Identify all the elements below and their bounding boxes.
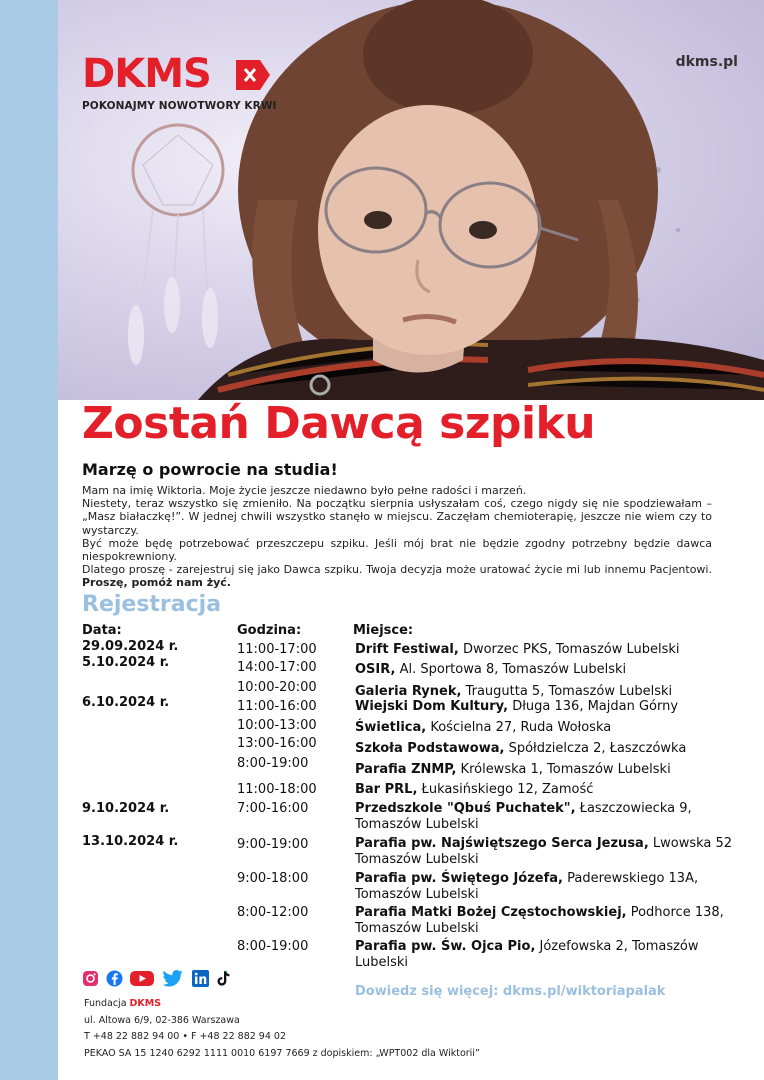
- place-name: Szkoła Podstawowa,: [355, 741, 505, 756]
- place-name: Parafia Matki Bożej Częstochowskiej,: [355, 905, 627, 920]
- place-name: Galeria Rynek,: [355, 684, 462, 699]
- place-address: Łukasińskiego 12, Zamość: [417, 782, 594, 797]
- event-date: 5.10.2024 r.: [82, 655, 170, 670]
- event-place: [355, 741, 740, 757]
- dkms-logo: [82, 51, 277, 112]
- facebook-icon[interactable]: [106, 970, 123, 987]
- page-title: Zostań Dawcą szpiku: [82, 398, 596, 449]
- event-date: 9.10.2024 r.: [82, 801, 170, 816]
- event-date: 6.10.2024 r.: [82, 695, 170, 710]
- time-column-header: Godzina:: [237, 623, 302, 638]
- event-place: [355, 684, 740, 700]
- place-address: Dworzec PKS, Tomaszów Lubelski: [458, 642, 680, 657]
- tiktok-icon[interactable]: [216, 970, 231, 987]
- story-paragraph: [82, 563, 712, 589]
- event-place: [355, 699, 740, 715]
- place-name: Drift Festiwal,: [355, 642, 459, 657]
- event-place: [355, 871, 740, 903]
- logo-wordmark: DKMS: [82, 51, 211, 97]
- event-place: [355, 801, 740, 833]
- story-paragraph: Mam na imię Wiktoria. Moje życie jeszcze niedawno było pełne radości i marzeń.: [82, 484, 527, 497]
- logo-tagline: POKONAJMY NOWOTWORY KRWI: [82, 100, 277, 112]
- place-address: Kościelna 27, Ruda Wołoska: [426, 720, 612, 735]
- event-time: 8:00-19:00: [237, 939, 309, 954]
- event-time: 9:00-19:00: [237, 837, 309, 852]
- footer-phones: T +48 22 882 94 00 • F +48 22 882 94 02: [84, 1031, 287, 1042]
- foundation-prefix: Fundacja: [84, 998, 130, 1009]
- logo-x-icon: [236, 60, 270, 90]
- place-address: Józefowska 2, Tomaszów Lubelski: [355, 939, 699, 970]
- subheadline: Marzę o powrocie na studia!: [82, 460, 338, 479]
- place-name: Parafia pw. Świętego Józefa,: [355, 871, 563, 886]
- event-place: [355, 836, 740, 868]
- event-time: 8:00-19:00: [237, 756, 309, 771]
- place-address: Lwowska 52 Tomaszów Lubelski: [355, 836, 733, 867]
- place-address: Al. Sportowa 8, Tomaszów Lubelski: [395, 662, 627, 677]
- story-text: [82, 484, 712, 590]
- event-time: 9:00-18:00: [237, 871, 309, 886]
- event-place: [355, 939, 740, 971]
- story-paragraph: Niestety, teraz wszystko się zmieniło. Na początku sierpnia usłyszałam coś, czego nigdy się nie spodziewałam – „Masz białaczkę!”. W jednej chwili wszystko stanęło w miejscu. Zaczęłam chemioterapię, jeszcze nie wiem czy to wystarczy.: [82, 497, 712, 537]
- event-time: 8:00-12:00: [237, 905, 309, 920]
- place-address: Łaszczowiecka 9, Tomaszów Lubelski: [355, 801, 692, 832]
- side-stripe: [0, 0, 58, 1080]
- footer-address: ul. Altowa 6/9, 02-386 Warszawa: [84, 1014, 240, 1026]
- event-time: 11:00-18:00: [237, 782, 317, 797]
- registration-title: Rejestracja: [82, 592, 222, 617]
- event-place: [355, 642, 740, 658]
- dreamcatcher-illustration: [128, 125, 223, 365]
- event-time: 14:00-17:00: [237, 660, 317, 675]
- place-name: Parafia pw. Najświętszego Serca Jezusa,: [355, 836, 649, 851]
- place-name: Parafia ZNMP,: [355, 762, 457, 777]
- event-place: [355, 662, 740, 678]
- website-link[interactable]: dkms.pl: [675, 54, 738, 70]
- place-name: Przedszkole "Qbuś Puchatek",: [355, 801, 576, 816]
- footer-foundation: [84, 996, 480, 1013]
- youtube-icon[interactable]: [130, 970, 154, 987]
- place-address: Spółdzielcza 2, Łaszczówka: [504, 741, 687, 756]
- place-name: Parafia pw. Św. Ojca Pio,: [355, 939, 536, 954]
- story-plea: Dlatego proszę - zarejestruj się jako Dawca szpiku. Twoja decyzja może uratować życie mi lub innemu Pacjentowi.: [82, 563, 712, 577]
- event-date: 29.09.2024 r.: [82, 639, 179, 654]
- place-name: Wiejski Dom Kultury,: [355, 699, 509, 714]
- story-plea-bold: Proszę, pomóż nam żyć.: [82, 576, 231, 590]
- instagram-icon[interactable]: [82, 970, 99, 987]
- date-column-header: Data:: [82, 623, 122, 638]
- foundation-brand: DKMS: [129, 998, 162, 1009]
- twitter-icon[interactable]: [162, 970, 183, 987]
- place-address: Długa 136, Majdan Górny: [508, 699, 679, 714]
- event-time: 13:00-16:00: [237, 736, 317, 751]
- place-address: Traugutta 5, Tomaszów Lubelski: [461, 684, 673, 699]
- event-time: 7:00-16:00: [237, 801, 309, 816]
- place-name: Bar PRL,: [355, 782, 418, 797]
- more-info-link[interactable]: Dowiedz się więcej: dkms.pl/wiktoriapalak: [355, 984, 666, 999]
- footer: [84, 996, 480, 1062]
- event-date: 13.10.2024 r.: [82, 834, 179, 849]
- event-time: 10:00-13:00: [237, 718, 317, 733]
- event-time: 10:00-20:00: [237, 680, 317, 695]
- story-paragraph: Być może będę potrzebować przeszczepu szpiku. Jeśli mój brat nie będzie zgodny potrzebny będzie dawca niespokrewniony.: [82, 536, 712, 564]
- linkedin-icon[interactable]: [192, 970, 209, 987]
- event-place: [355, 762, 740, 778]
- place-address: Podhorce 138, Tomaszów Lubelski: [355, 905, 724, 936]
- event-place: [355, 905, 740, 937]
- event-time: 11:00-17:00: [237, 642, 317, 657]
- place-name: Świetlica,: [355, 720, 427, 735]
- footer-bank: PEKAO SA 15 1240 6292 1111 0010 6197 7669 z dopiskiem: „WPT002 dla Wiktorii”: [84, 1047, 480, 1059]
- place-name: OSIR,: [355, 662, 396, 677]
- place-address: Królewska 1, Tomaszów Lubelski: [456, 762, 671, 777]
- place-address: Paderewskiego 13A, Tomaszów Lubelski: [355, 871, 699, 902]
- event-place: [355, 782, 740, 798]
- event-time: 11:00-16:00: [237, 699, 317, 714]
- event-place: [355, 720, 740, 736]
- place-column-header: Miejsce:: [353, 623, 414, 638]
